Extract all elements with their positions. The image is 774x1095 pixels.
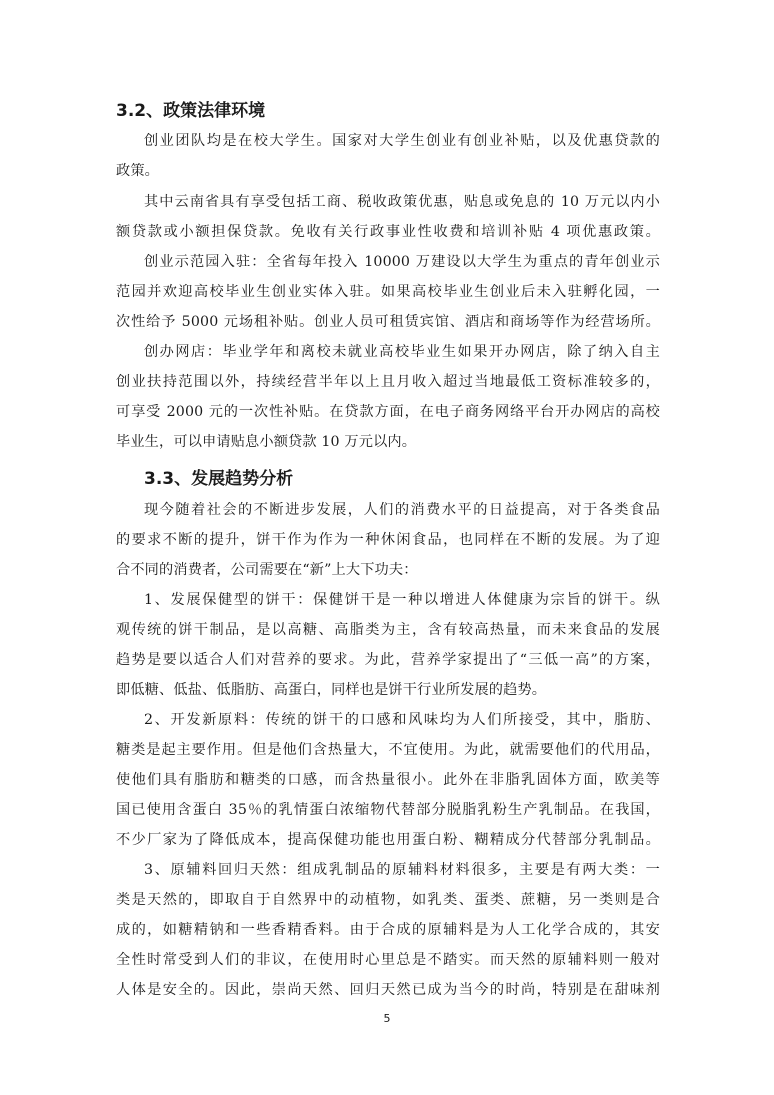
paragraph-line: 创业扶持范围以外，持续经营半年以上且月收入超过当地最低工资标准较多的，	[116, 374, 660, 390]
section-heading-trend: 3.3、发展趋势分析	[144, 469, 294, 489]
paragraph-line: 成的，如糖精钠和一些香精香料。由于合成的原辅料是为人工化学合成的，其安	[116, 922, 660, 938]
paragraph-line: 观传统的饼干制品，是以高糖、高脂类为主，含有较高热量，而未来食品的发展	[116, 622, 660, 638]
paragraph-line: 3、原辅料回归天然：组成乳制品的原辅料材料很多，主要是有两大类：一	[144, 862, 660, 878]
paragraph-line: 即低糖、低盐、低脂肪、高蛋白，同样也是饼干行业所发展的趋势。	[116, 682, 547, 698]
page-number: 5	[383, 1012, 391, 1025]
paragraph-line: 合不同的消费者，公司需要在“新”上大下功夫：	[116, 562, 418, 578]
paragraph-line: 创业示范园入驻：全省每年投入 10000 万建设以大学生为重点的青年创业示	[144, 254, 660, 270]
paragraph-line: 的要求不断的提升，饼干作为作为一种休闲食品，也同样在不断的发展。为了迎	[116, 532, 660, 548]
paragraph-line: 创业团队均是在校大学生。国家对大学生创业有创业补贴，以及优惠贷款的	[144, 133, 660, 149]
paragraph-line: 毕业生，可以申请贴息小额贷款 10 万元以内。	[116, 434, 417, 450]
paragraph-line: 国已使用含蛋白 35％的乳情蛋白浓缩物代替部分脱脂乳粉生产乳制品。在我国，	[116, 802, 660, 818]
paragraph-line: 创办网店：毕业学年和离校未就业高校毕业生如果开办网店，除了纳入自主	[144, 344, 660, 360]
paragraph-line: 类是天然的，即取自于自然界中的动植物，如乳类、蛋类、蔗糖，另一类则是合	[116, 892, 660, 908]
paragraph-line: 1、发展保健型的饼干：保健饼干是一种以增进人体健康为宗旨的饼干。纵	[144, 592, 660, 608]
paragraph-line: 趋势是要以适合人们对营养的要求。为此，营养学家提出了“三低一高”的方案，	[116, 652, 660, 668]
paragraph-line: 人体是安全的。因此，崇尚天然、回归天然已成为当今的时尚，特别是在甜味剂	[116, 982, 660, 998]
paragraph-line: 政策。	[116, 163, 160, 179]
paragraph-line: 其中云南省具有享受包括工商、税收政策优惠，贴息或免息的 10 万元以内小	[144, 194, 660, 210]
paragraph-line: 全性时常受到人们的非议，在使用时心里总是不踏实。而天然的原辅料则一般对	[116, 952, 660, 968]
paragraph-line: 可享受 2000 元的一次性补贴。在贷款方面，在电子商务网络平台开办网店的高校	[116, 404, 660, 420]
paragraph-line: 次性给予 5000 元场租补贴。创业人员可租赁宾馆、酒店和商场等作为经营场所。	[116, 314, 660, 330]
paragraph-line: 2、开发新原料：传统的饼干的口感和风味均为人们所接受，其中，脂肪、	[144, 712, 660, 728]
paragraph-line: 范园并欢迎高校毕业生创业实体入驻。如果高校毕业生创业后未入驻孵化园，一	[116, 284, 660, 300]
paragraph-line: 额贷款或小额担保贷款。免收有关行政事业性收费和培训补贴 4 项优惠政策。	[116, 224, 660, 240]
paragraph-line: 使他们具有脂肪和糖类的口感，而含热量很小。此外在非脂乳固体方面，欧美等	[116, 772, 660, 788]
paragraph-line: 糖类是起主要作用。但是他们含热量大，不宜使用。为此，就需要他们的代用品，	[116, 742, 660, 758]
paragraph-line: 不少厂家为了降低成本，提高保健功能也用蛋白粉、糊精成分代替部分乳制品。	[116, 832, 660, 848]
paragraph-line: 现今随着社会的不断进步发展，人们的消费水平的日益提高，对于各类食品	[144, 502, 660, 518]
section-heading-policy: 3.2、政策法律环境	[116, 101, 266, 121]
